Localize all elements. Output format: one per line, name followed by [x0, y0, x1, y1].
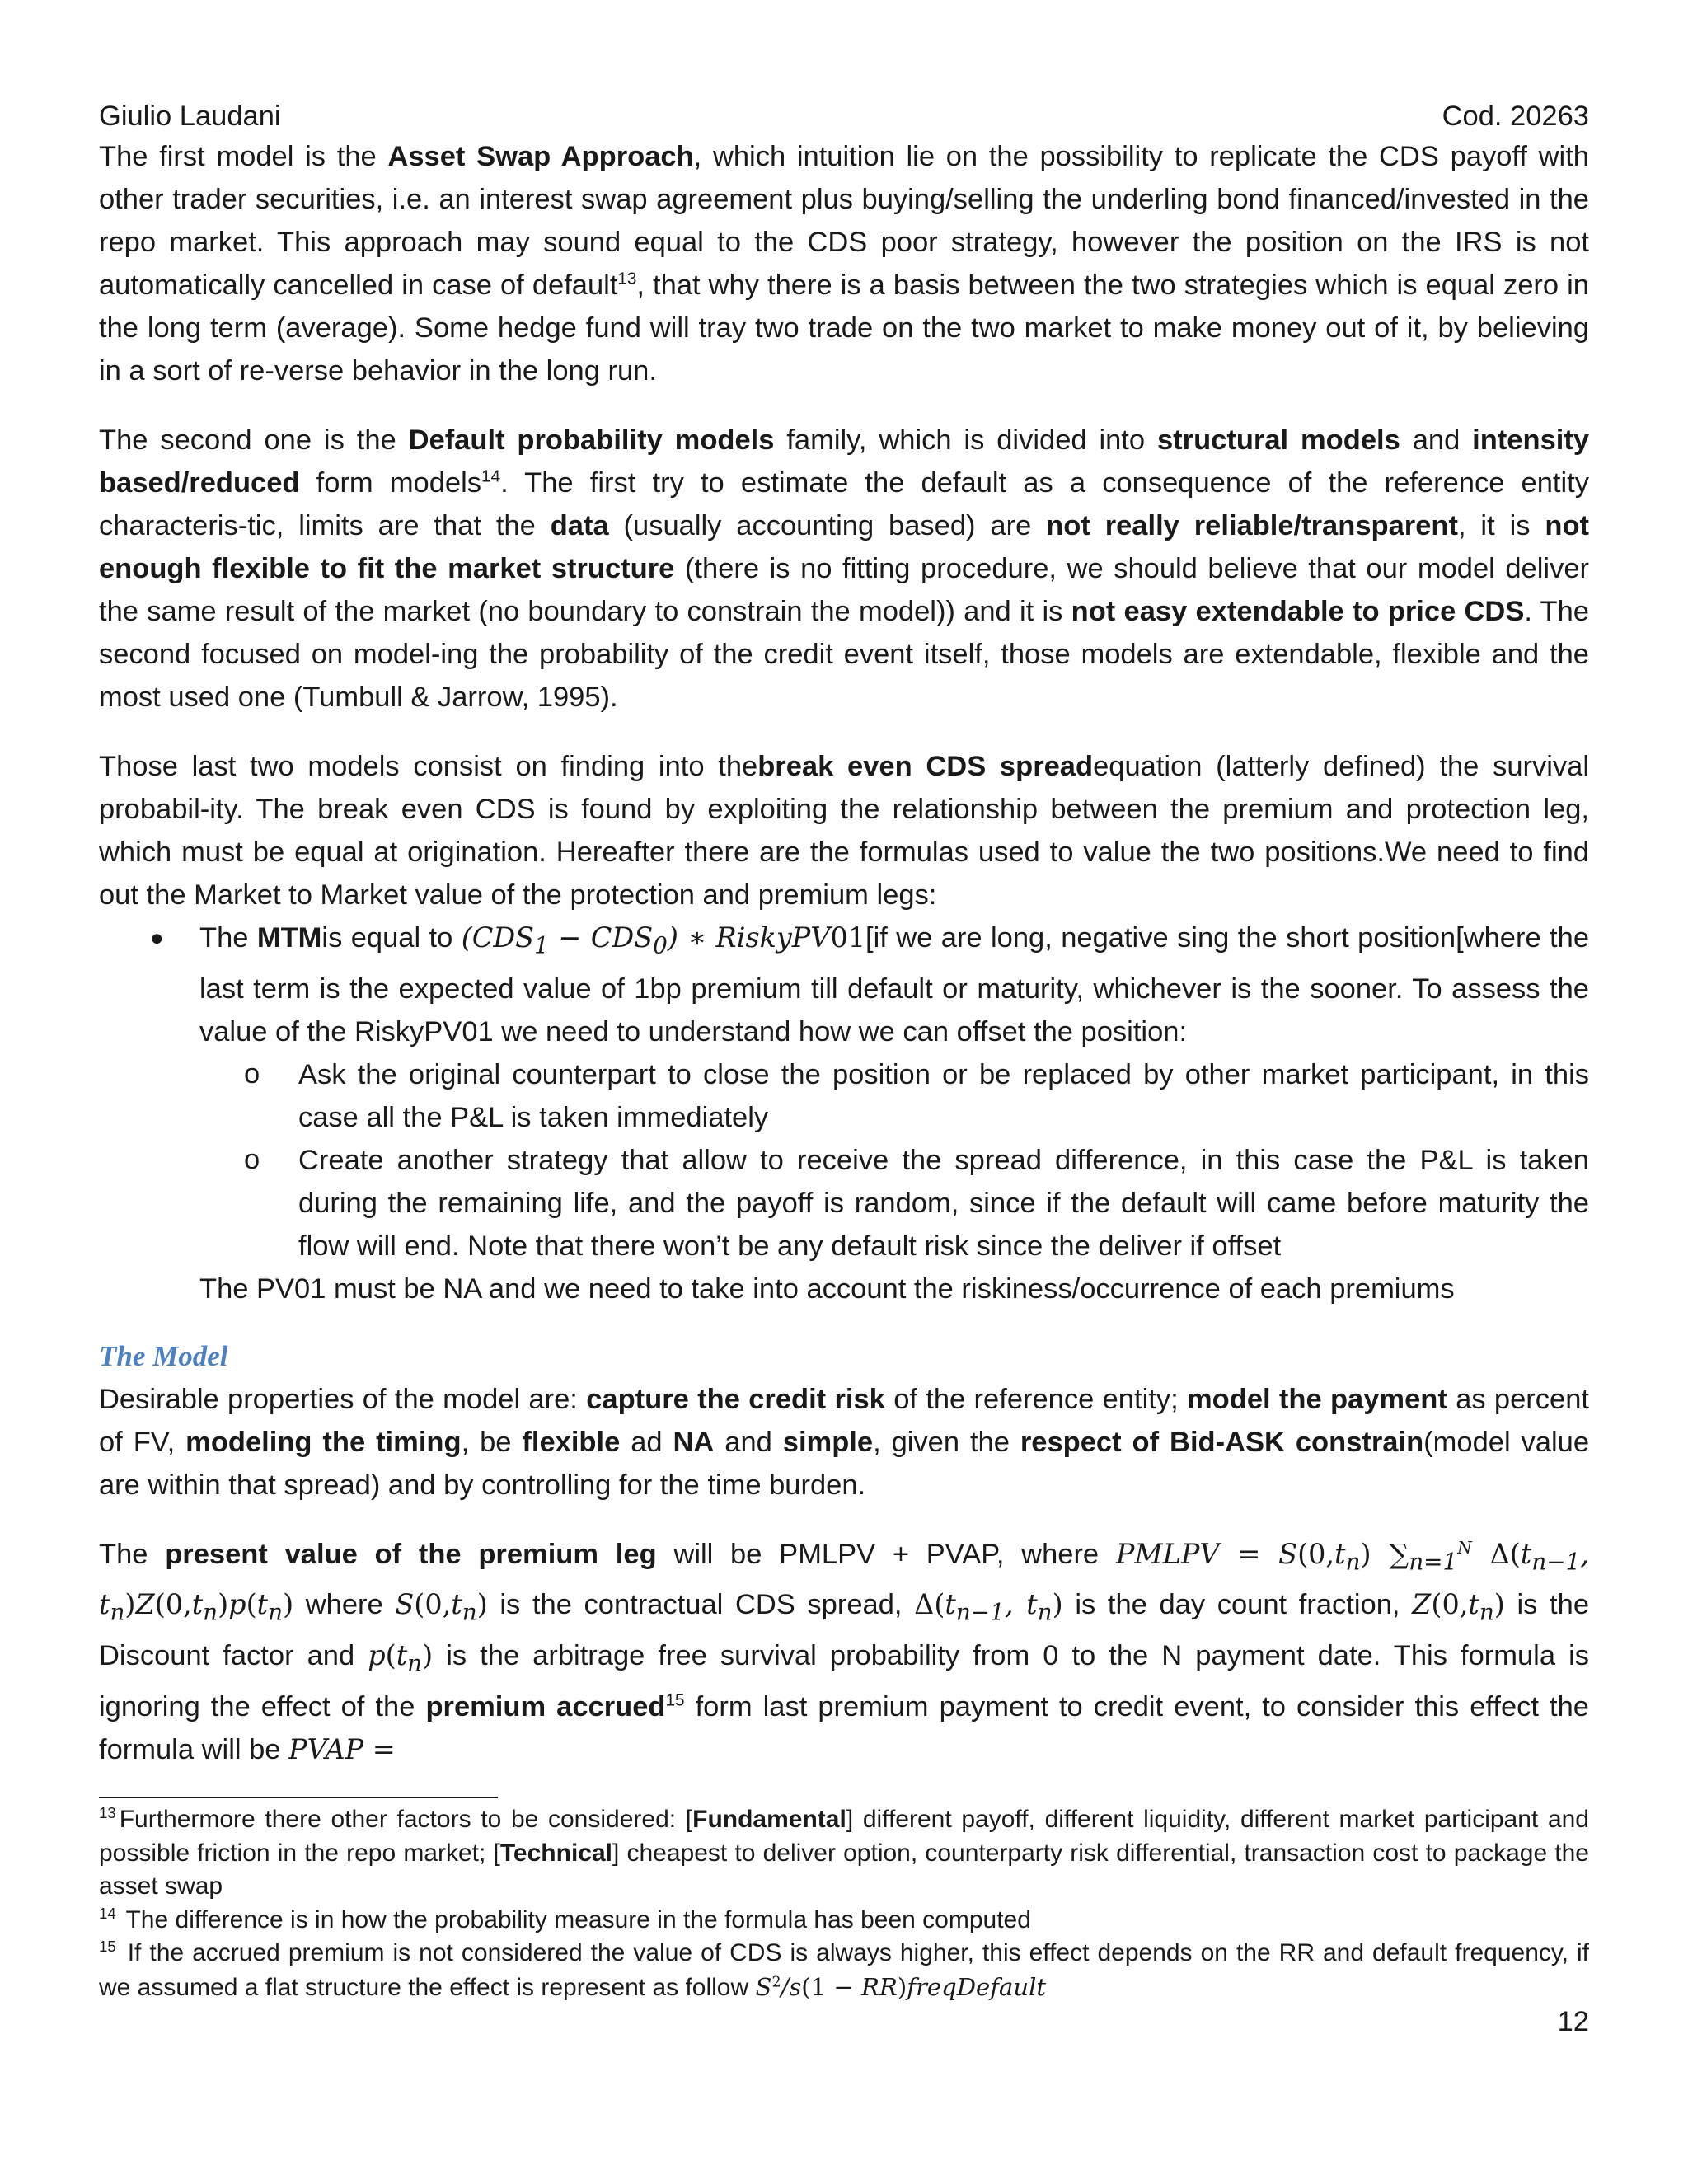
accrued-effect-formula: $S^2/s(1$ − RR)freqDefault: [755, 1972, 1047, 2001]
paragraph-premium-leg: The present value of the premium leg will be PMLPV + PVAP, where PMLPV = $S(0,t_n)$ $\sum_{n=1}^N$ $\Delta(t_{n-1}$, $t_n)Z(0,t_n)p(t_n)$ where $S(0,t_n)$ is the contractual CDS spread, $\Delta(t_{n-1}$, $t_n$) is the day count fraction, $Z(0,t_n)$ is the Discount factor and $p(t_n)$ is the arbitrage free survival probability from 0 to the N payment date. This formula is ignoring the effect of the premium accrued$^{15}$ form last premium payment to credit event, to consider this effect the formula will be PVAP =: [99, 1537, 1590, 1765]
p-formula: $p(t_n)$: [368, 1639, 434, 1677]
footnote-ref-14[interactable]: 14: [481, 466, 501, 486]
sub-item-another-strategy: o Create another strategy that allow to receive the spread difference, in this case the P&L is taken during the remaining life, and the payoff is random, since if the default will came before maturity the flow will end. Note that there won’t be any default risk since the deliver if offset: [99, 1139, 1589, 1268]
page-header: [99, 97, 1589, 135]
paragraph-desirable-properties: Desirable properties of the model are: capture the credit risk of the reference entity; model the payment as percent of FV, modeling the timing, be flexible ad NA and simple, given the respect of Bid-ASK constrain(model value are within that spread) and by controlling for the time burden.: [99, 1383, 1590, 1501]
paragraph-break-even: Those last two models consist on finding into thebreak even CDS spreadequation (latterly defined) the survival probabil-ity. The break even CDS is found by exploiting the relationship between the premium and protection leg, which must be equal at origination. Hereafter there are the formulas used to value the two positions.We need to find out the Market to Market value of the protection and premium legs:: [99, 751, 1590, 911]
paragraph-asset-swap: The first model is the Asset Swap Approach, which intuition lie on the possibility to replicate the CDS payoff with other trader securities, i.e. an interest swap agreement plus buying/selling the underling bond financed/invested in the repo market. This approach may sound equal to the CDS poor strategy, however the position on the IRS is not automatically cancelled in case of default$^{13}$, that why there is a basis between the two strategies which is equal zero in the long term (average). Some hedge fund will tray two trade on the two market to make money out of it, by believing in a sort of re-verse behavior in the long run.: [99, 141, 1589, 387]
footnote-separator: [99, 1797, 498, 1798]
s-formula: $S(0,t_n)$: [395, 1588, 488, 1627]
footnote-15: $^{15}$ If the accrued premium is not considered the value of CDS is always higher, this effect depends on the RR and default frequency, if we assumed a flat structure the effect is represent as follow $S^2/s(1$ − RR)freqDefault: [99, 1938, 1589, 2001]
header-author: Giulio Laudani: [99, 101, 281, 132]
z-formula: $Z(0,t_n)$: [1412, 1588, 1505, 1627]
circle-bullet-icon: o: [244, 1057, 260, 1090]
page-number: 12: [1557, 2006, 1589, 2037]
pvap-formula: PVAP =: [288, 1732, 396, 1765]
footnotes: [99, 1803, 1589, 2004]
main-content: [99, 135, 1589, 1771]
footnote-14: $^{14}$ The difference is in how the probability measure in the formula has been computed: [99, 1904, 1031, 1933]
bullet-item-mtm: ● The MTMis equal to $(CDS_1 - CDS_0)$ ∗ RiskyPV01[if we are long, negative sing the short position[where the last term is the expected value of 1bp premium till default or maturity, whichever is the sooner. To assess the value of the RiskyPV01 we need to understand how we can offset the position: o Ask the original counterpart to close the position or be replaced by other market participant, in this case all the P&L is taken immediately o Create another strategy that allow to receive the spread difference, in this case the P&L is taken during the remaining life, and the payoff is random, since if the default will came before maturity the flow will end. Note that there won’t be any default risk since the deliver if offset The PV01 must be NA and we need to take into account the riskiness/occurrence of each premiums: [99, 916, 1589, 1310]
delta-formula: $\Delta(t_{n-1}$, $t_n$): [914, 1588, 1063, 1627]
section-heading-the-model: The Model: [99, 1339, 228, 1372]
header-code: Cod. 20263: [1442, 101, 1589, 132]
paragraph-default-probability: The second one is the Default probability models family, which is divided into structural models and intensity based/reduced form models$^{14}$. The first try to estimate the default as a consequence of the reference entity characteris-tic, limits are that the data (usually accounting based) are not really reliable/transparent, it is not enough flexible to fit the market structure (there is no fitting procedure, we should believe that our model deliver the same result of the market (no boundary to constrain the model)) and it is not easy extendable to price CDS. The second focused on model-ing the probability of the credit event itself, those models are extendable, flexible and the most used one (Tumbull & Jarrow, 1995).: [99, 424, 1590, 713]
footnote-ref-13[interactable]: 13: [617, 269, 637, 288]
bullet-list: [99, 916, 1589, 1310]
mtm-formula: $(CDS_1 - CDS_0)$ ∗ RiskyPV01: [461, 921, 866, 959]
footnote-ref-15[interactable]: 15: [665, 1690, 685, 1710]
pmlpv-formula: PMLPV = $S(0,t_n)$ $\sum_{n=1}^N$ $\Delta(t_{n-1}$, $t_n)Z(0,t_n)p(t_n)$: [99, 1537, 1589, 1627]
bullet-icon: ●: [150, 925, 164, 950]
circle-bullet-icon: o: [244, 1143, 260, 1175]
bullet-tail-text: The PV01 must be NA and we need to take into account the riskiness/occurrence of each premiums: [199, 1272, 1455, 1305]
footnote-13: $^{13}$ Furthermore there other factors to be considered: [Fundamental] different payoff, different liquidity, different market participant and possible friction in the repo market; [Technical] cheapest to deliver option, counterparty risk differential, transaction cost to package the asset swap: [99, 1804, 1589, 1900]
sub-item-close-position: o Ask the original counterpart to close the position or be replaced by other market participant, in this case all the P&L is taken immediately: [99, 1053, 1589, 1139]
